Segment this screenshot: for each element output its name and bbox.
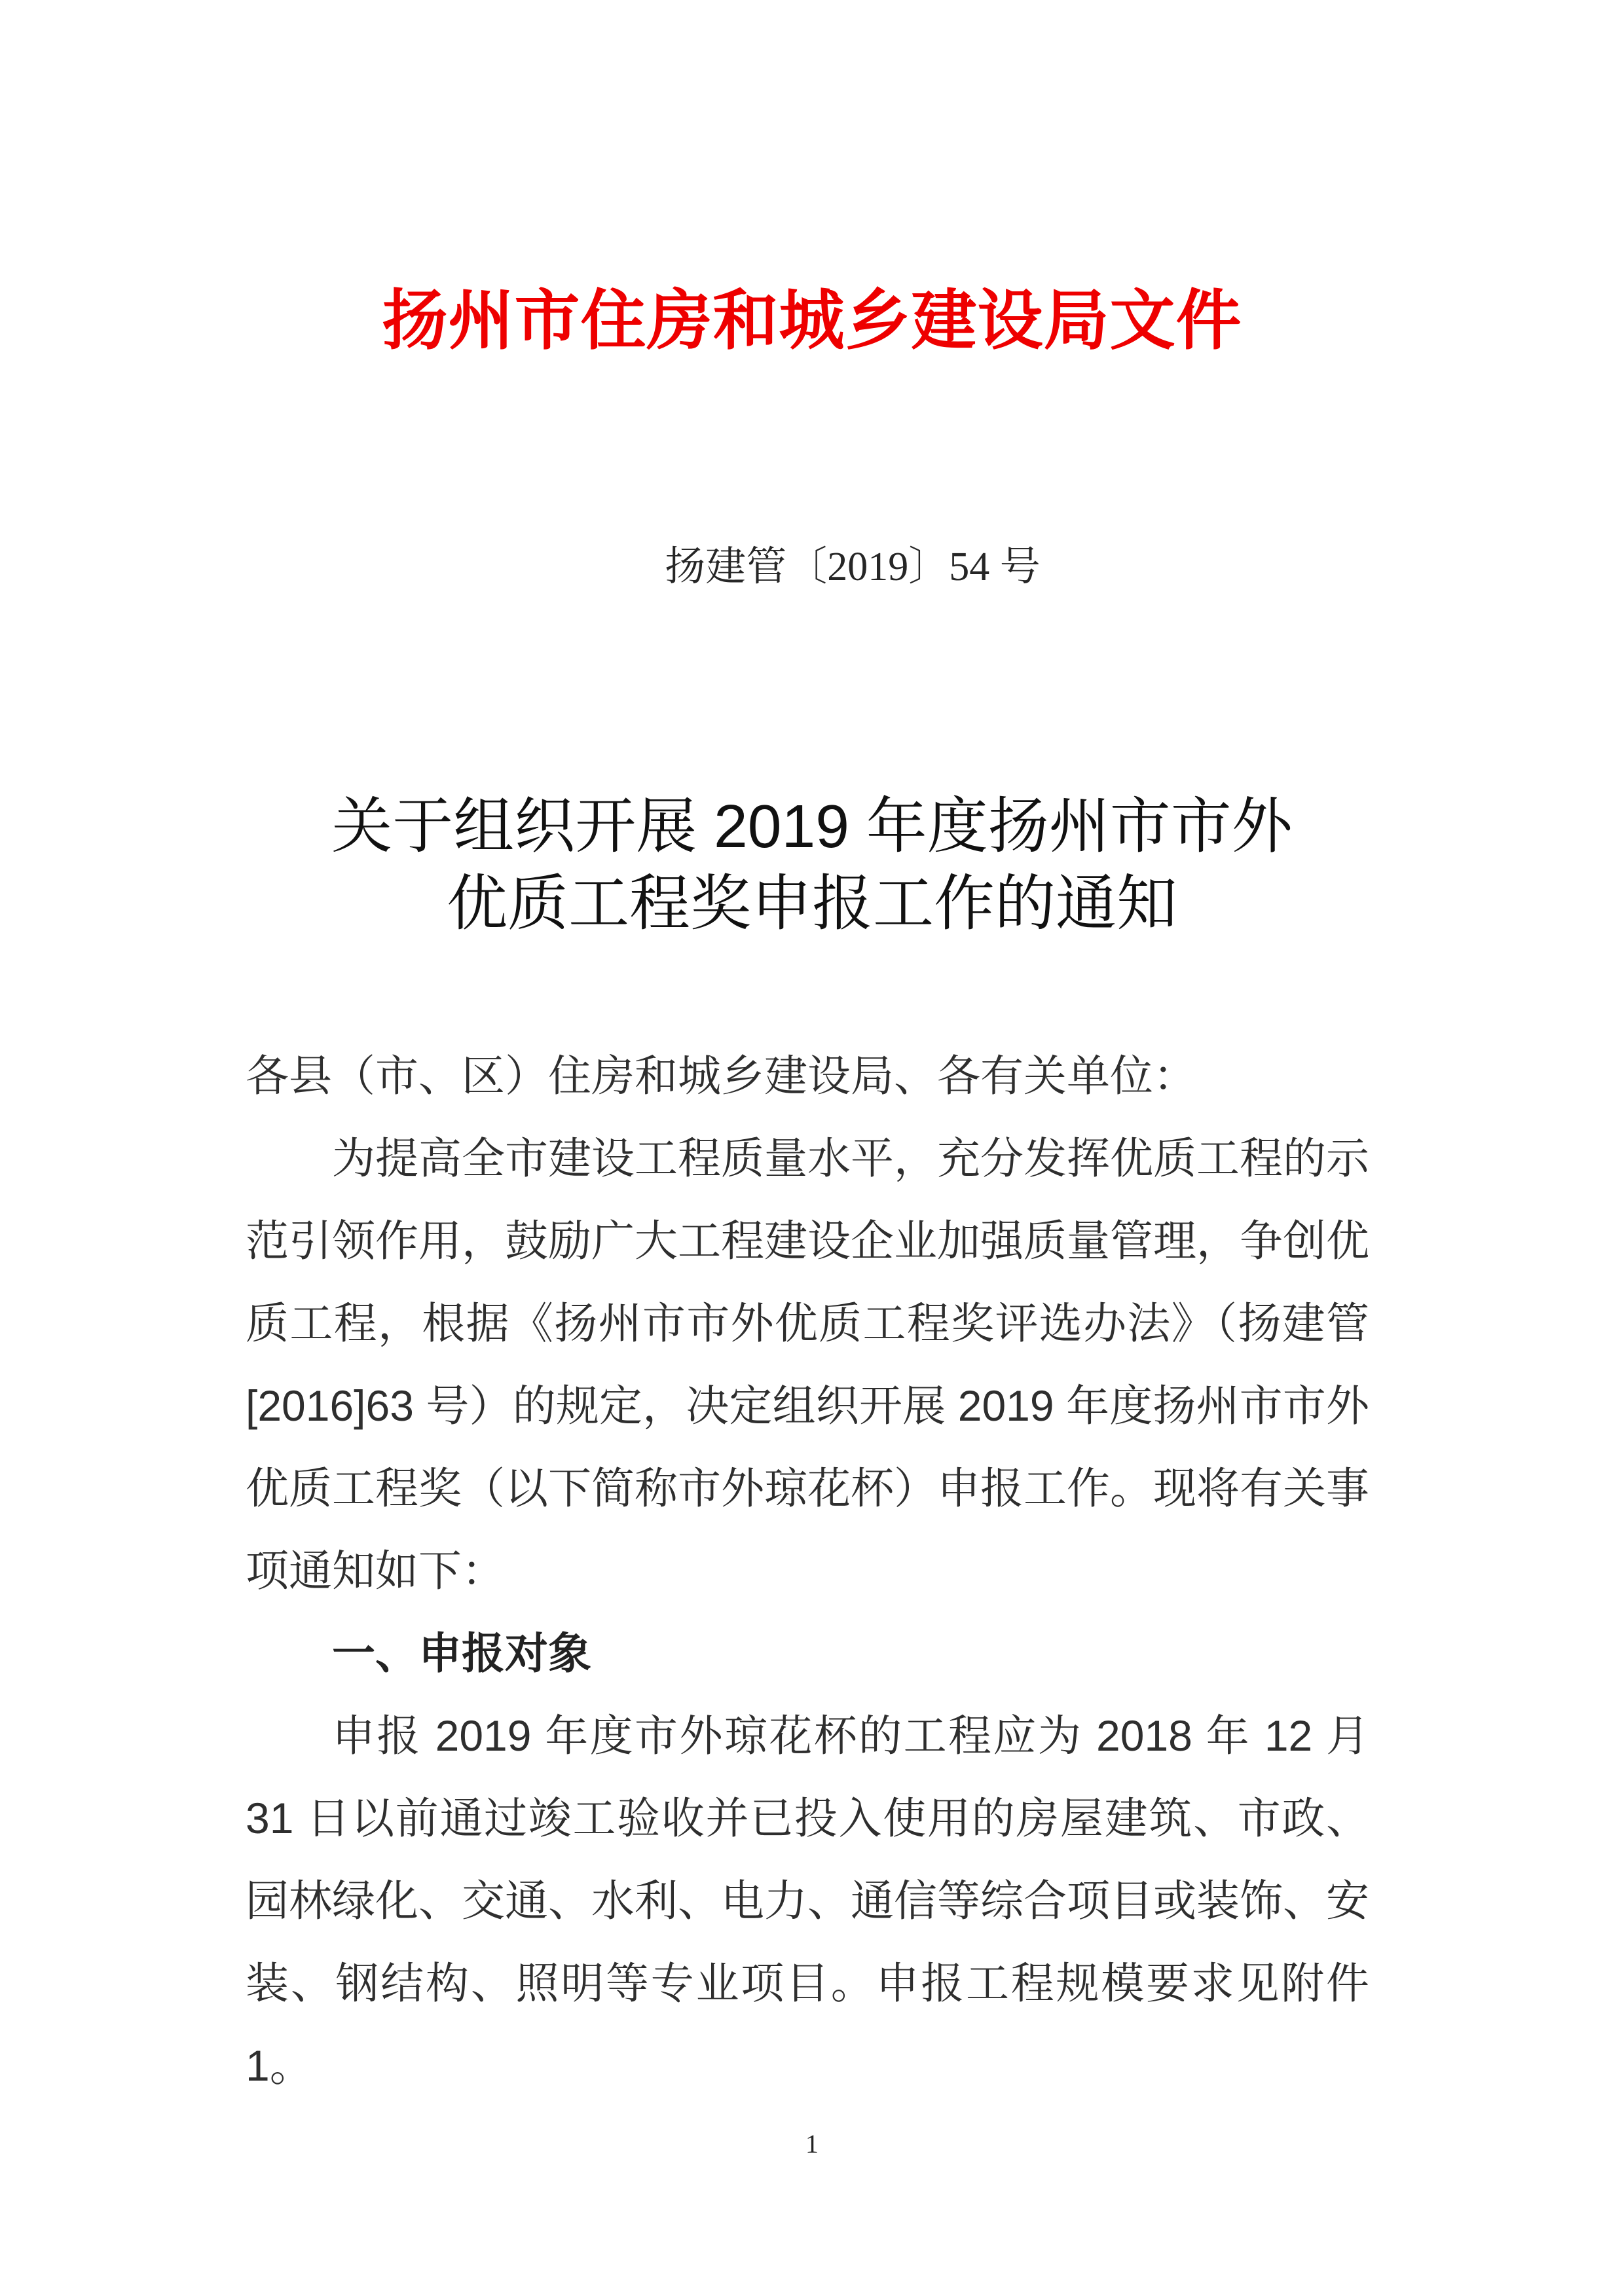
document-number-line [0, 542, 1624, 592]
intro-paragraph: 为提高全市建设工程质量水平，充分发挥优质工程的示范引领作用，鼓励广大工程建设企业加强质量管理，争创优质工程，根据《扬州市市外优质工程奖评选办法》（扬建管[2016]63 号）的规定，决定组织开展 2019 年度扬州市市外优质工程奖（以下简称市外琼花杯）申报工作。现将有关事项通知如下： [246, 1134, 1369, 1595]
document-title-line-1: 关于组织开展 2019 年度扬州市市外 [331, 792, 1293, 860]
page-number: 1 [805, 2129, 819, 2159]
issuing-org-banner: 扬州市住房和城乡建设局文件 [382, 285, 1242, 357]
document-number: 扬建管〔2019〕54 号 [665, 545, 1041, 589]
document-title [0, 788, 1624, 942]
document-title-line-2: 优质工程奖申报工作的通知 [447, 869, 1177, 938]
section-1-heading: 一、申报对象 [332, 1629, 591, 1677]
salutation-line: 各县（市、区）住房和城乡建设局、各有关单位： [246, 1051, 1196, 1100]
document-body [246, 1034, 1369, 2107]
section-1-paragraph: 申报 2019 年度市外琼花杯的工程应为 2018 年 12 月 31 日以前通过竣工验收并已投入使用的房屋建筑、市政、园林绿化、交通、水利、电力、通信等综合项目或装饰、安装、钢结构、照明等专业项目。申报工程规模要求见附件 1。 [246, 1711, 1369, 2090]
